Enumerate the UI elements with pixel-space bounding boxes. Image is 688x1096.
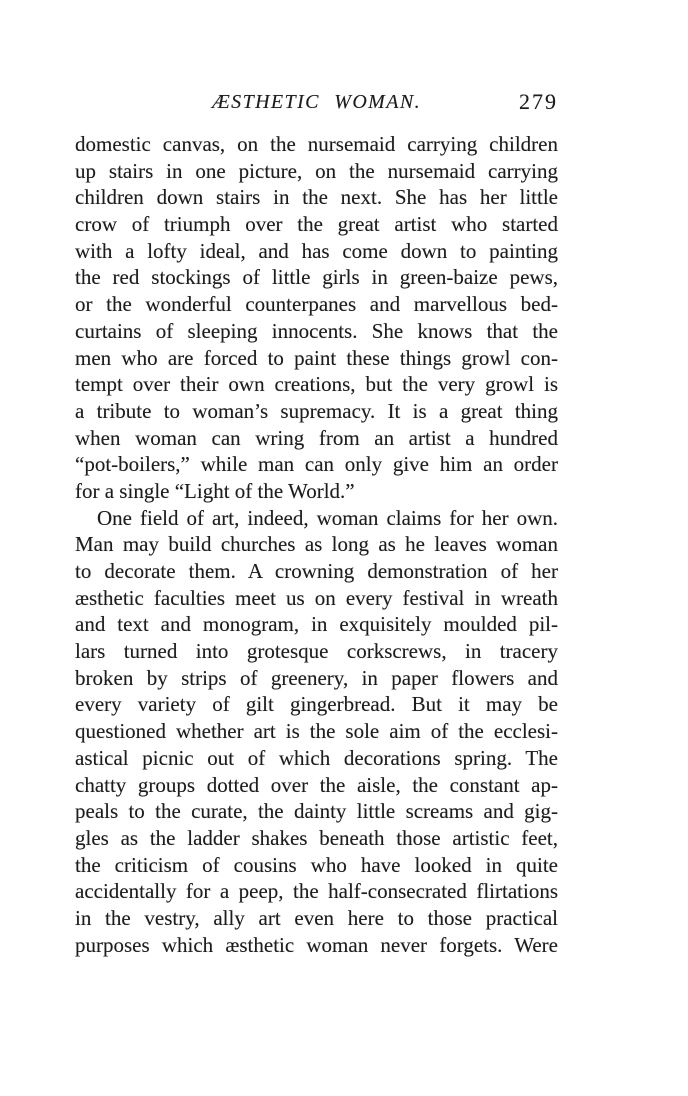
- running-title: ÆSTHETIC WOMAN.: [211, 91, 421, 113]
- text-line: every variety of gilt gingerbread. But it may be: [75, 692, 558, 717]
- text-line: curtains of sleeping innocents. She knows that the: [75, 318, 558, 343]
- text-line: crow of triumph over the great artist who started: [75, 212, 558, 237]
- text-line: or the wonderful counterpanes and marvellous bed-: [75, 292, 558, 317]
- text-line: for a single “Light of the World.”: [75, 478, 355, 503]
- text-line: lars turned into grotesque corkscrews, in tracery: [75, 639, 558, 664]
- text-line: with a lofty ideal, and has come down to painting: [75, 238, 558, 263]
- text-line: peals to the curate, the dainty little screams and gig-: [75, 799, 558, 824]
- text-line: the criticism of cousins who have looked in quite: [75, 852, 558, 877]
- text-line: broken by strips of greenery, in paper flowers and: [75, 665, 558, 690]
- text-line: when woman can wring from an artist a hundred: [75, 425, 558, 450]
- paragraph-1: [75, 131, 558, 505]
- text-line: One field of art, indeed, woman claims for her own.: [97, 505, 558, 530]
- text-line: “pot-boilers,” while man can only give him an order: [75, 452, 558, 477]
- text-line: children down stairs in the next. She has her little: [75, 185, 558, 210]
- text-line: tempt over their own creations, but the very growl is: [75, 372, 558, 397]
- text-line: æsthetic faculties meet us on every festival in wreath: [75, 585, 558, 610]
- page-number: 279: [519, 89, 558, 114]
- page-body: [75, 131, 558, 958]
- text-line: men who are forced to paint these things growl con-: [75, 345, 558, 370]
- text-line: the red stockings of little girls in green-baize pews,: [75, 265, 558, 290]
- text-line: Man may build churches as long as he leaves woman: [75, 532, 558, 557]
- page-header: [75, 91, 558, 117]
- text-line: a tribute to woman’s supremacy. It is a great thing: [75, 398, 558, 423]
- text-line: up stairs in one picture, on the nursemaid carrying: [75, 158, 558, 183]
- text-line: in the vestry, ally art even here to those practical: [75, 905, 558, 930]
- paragraph-2: [75, 505, 558, 959]
- text-line: accidentally for a peep, the half-consecrated flirtations: [75, 879, 558, 904]
- text-line: domestic canvas, on the nursemaid carrying children: [75, 132, 558, 156]
- text-line: to decorate them. A crowning demonstration of her: [75, 559, 558, 583]
- text-line: chatty groups dotted over the aisle, the constant ap-: [75, 772, 558, 797]
- text-line: purposes which æsthetic woman never forgets. Were: [75, 932, 558, 957]
- text-line: and text and monogram, in exquisitely moulded pil-: [75, 612, 558, 637]
- text-line: gles as the ladder shakes beneath those artistic feet,: [75, 825, 558, 850]
- text-line: astical picnic out of which decorations spring. The: [75, 745, 558, 770]
- text-line: questioned whether art is the sole aim of the ecclesi-: [75, 719, 558, 744]
